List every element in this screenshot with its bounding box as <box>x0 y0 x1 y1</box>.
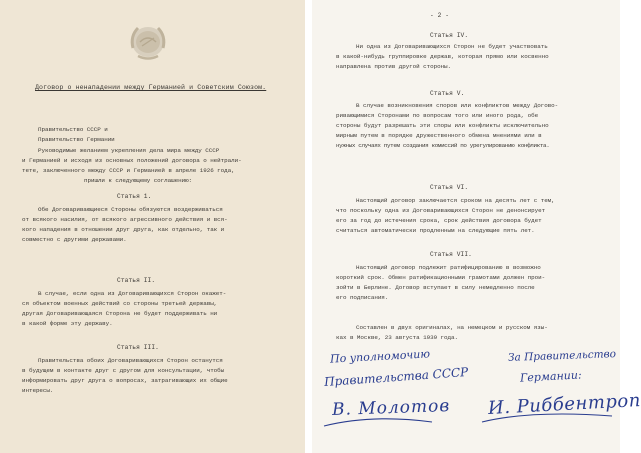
article-3-heading: Статья III. <box>117 344 159 351</box>
article-6-line: что поскольку одна из Договаривающихся Сторон не денонсирует <box>336 207 546 214</box>
article-3-line: в будущем в контакте друг с другом для консультации, чтобы <box>22 367 225 374</box>
article-3-line: информировать друг друга о вопросах, затрагивающих их общие <box>22 377 228 384</box>
article-3-line: интересы. <box>22 387 54 394</box>
article-7-line: его подписания. <box>336 294 389 301</box>
article-2-line: в какой форме эту державу. <box>22 320 113 327</box>
treaty-page-1 <box>0 0 305 453</box>
article-1-heading: Статья 1. <box>117 193 152 200</box>
signature-ribbentrop: И. Риббентроп <box>487 390 641 419</box>
page-number: - 2 - <box>430 12 450 19</box>
article-2-heading: Статья II. <box>117 277 156 284</box>
article-7-line: Настоящий договор подлежит ратифицированию в возможно <box>356 264 541 271</box>
preamble-line: тете, заключенного между СССР и Германией в апреле 1926 года, <box>22 167 235 174</box>
article-3-line: Правительства обоих Договаривающихся Сторон останутся <box>38 357 223 364</box>
article-1-line: от всякого насилия, от всякого агрессивного действия и вся- <box>22 216 228 223</box>
article-1-line: Обе Договаривающиеся Стороны обязуются воздерживаться <box>38 206 223 213</box>
article-4-line: Ни одна из Договаривающихся Сторон не будет участвовать <box>356 43 548 50</box>
coat-of-arms-emblem <box>124 22 172 64</box>
signature-molotov: В. Молотов <box>331 395 451 421</box>
article-5-line: стороны будут разрешать эти споры или конфликты исключительно <box>336 122 549 129</box>
article-7-line: короткий срок. Обмен ратификационными грамотами должен прои- <box>336 274 546 281</box>
signature-block <box>312 344 641 453</box>
article-4-line: направлена против другой стороны. <box>336 63 452 70</box>
article-6-line: считаться автоматически продленным на следующие пять лет. <box>336 227 535 234</box>
addressee-ussr: Правительство СССР и <box>38 126 108 133</box>
treaty-page-2 <box>312 0 641 453</box>
article-4-line: в какой-нибудь группировке держав, которая прямо или косвенно <box>336 53 549 60</box>
article-5-line: ривающимися Сторонами по вопросам того или иного рода, обе <box>336 112 539 119</box>
preamble-line: Руководимые желанием укрепления дела мира между СССР <box>38 147 220 154</box>
closing-line: ках в Москве, 23 августа 1939 года. <box>336 334 458 341</box>
signature-caption-ussr: Правительства СССР <box>323 364 469 390</box>
signature-caption-germany: За Правительство <box>507 348 617 364</box>
article-1-line: совместно с другими державами. <box>22 236 127 243</box>
article-6-heading: Статья VI. <box>430 184 469 191</box>
addressee-germany: Правительство Германии <box>38 136 115 143</box>
article-5-line: В случае возникновения споров или конфликтов между Догово- <box>356 102 559 109</box>
article-2-line: другая Договаривающаяся Сторона не будет поддерживать ни <box>22 310 218 317</box>
article-7-heading: Статья VII. <box>430 251 472 258</box>
article-5-line: мирным путем в порядке дружественного обмена мнениями или в <box>336 132 542 139</box>
article-2-line: ся объектом военных действий со стороны третьей державы, <box>22 300 218 307</box>
preamble-line: и Германией и исходя из основных положений договора о нейтрали- <box>22 157 242 164</box>
article-5-line: нужных случаях путем создания комиссий по урегулированию конфликта. <box>336 142 550 149</box>
article-5-heading: Статья V. <box>430 90 465 97</box>
article-2-line: В случае, если одна из Договаривающихся Сторон окажет- <box>38 290 227 297</box>
closing-line: Составлен в двух оригиналах, на немецком и русском язы- <box>356 324 548 331</box>
article-4-heading: Статья IV. <box>430 32 469 39</box>
article-6-line: его за год до истечения срока, срок действия договора будет <box>336 217 542 224</box>
signature-caption-ussr: По уполномочию <box>329 347 431 366</box>
article-7-line: зойти в Берлине. Договор вступает в силу немедленно после <box>336 284 535 291</box>
article-6-line: Настоящий договор заключается сроком на десять лет с тем, <box>356 197 555 204</box>
article-1-line: кого нападения в отношении друг друга, как отдельно, так и <box>22 226 225 233</box>
signature-caption-germany: Германии: <box>519 368 582 385</box>
treaty-title: Договор о ненападении между Германией и Советским Союзом. <box>35 84 267 91</box>
signature-flourish <box>312 344 620 453</box>
preamble-line: пришли к следующему соглашению: <box>84 177 193 184</box>
